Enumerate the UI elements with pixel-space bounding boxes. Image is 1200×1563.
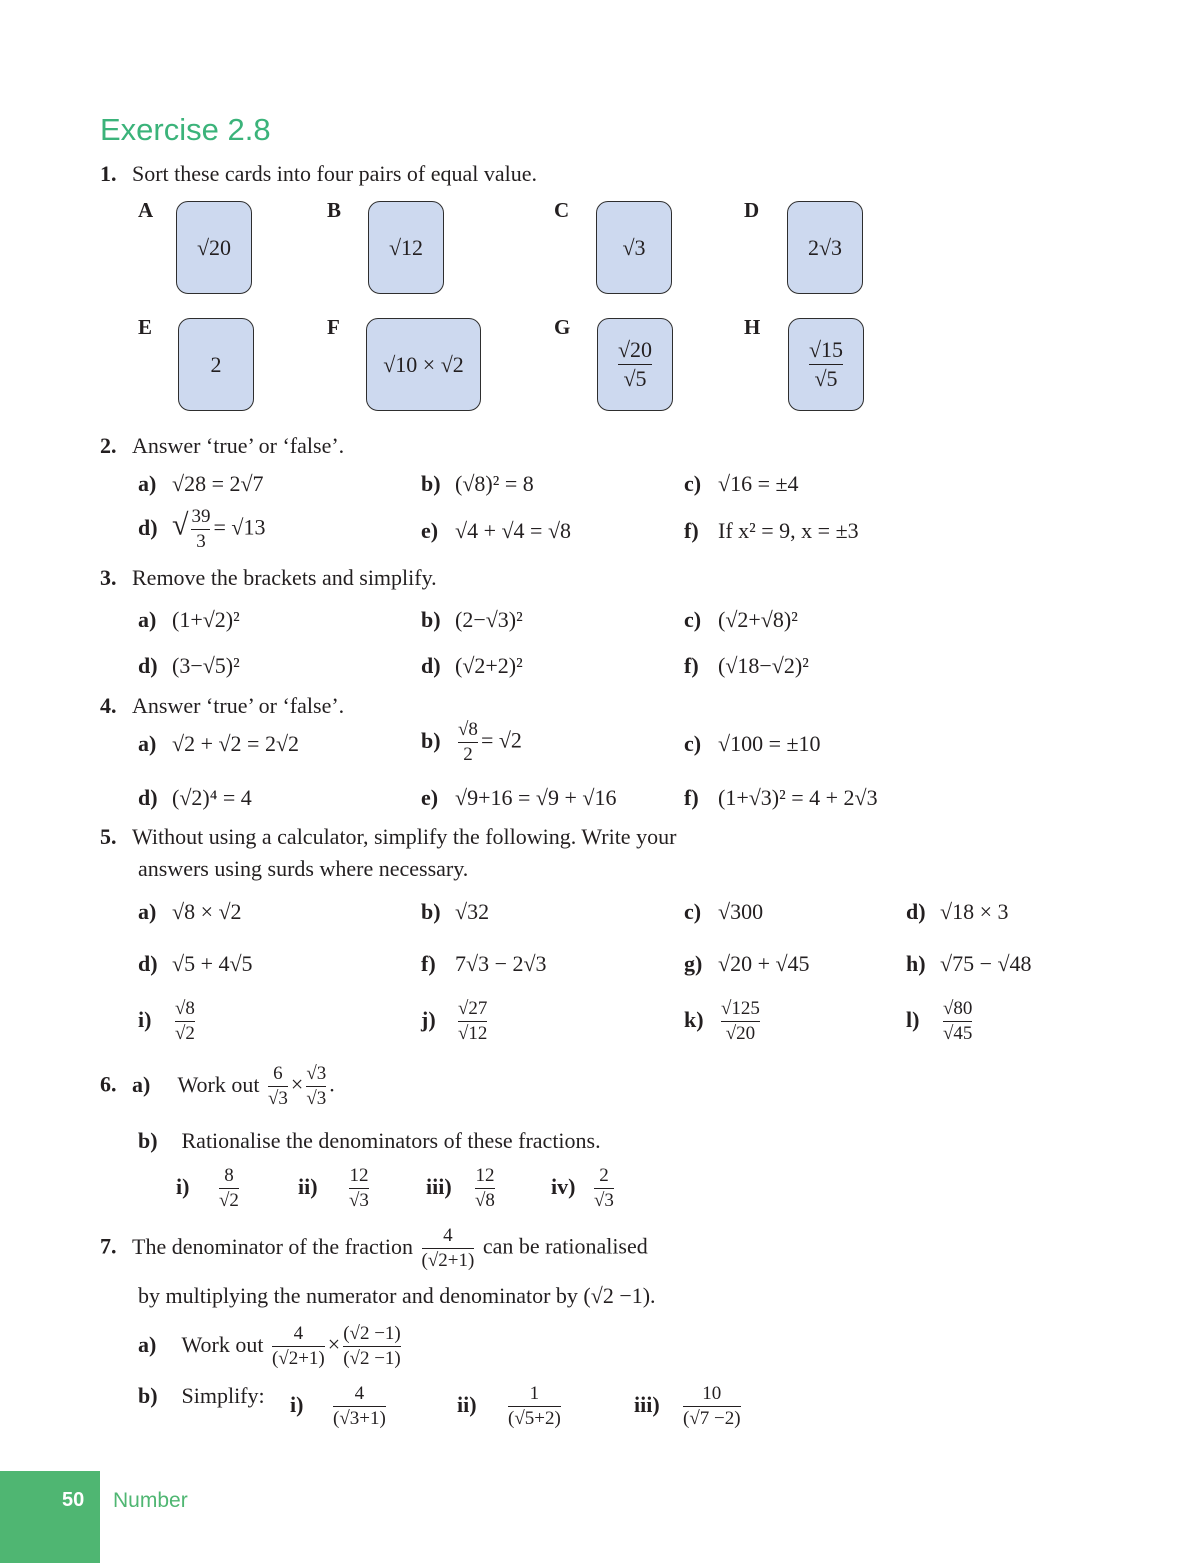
item-label: e) bbox=[421, 518, 439, 543]
card-value: 2 bbox=[210, 351, 222, 377]
item-label: iv) bbox=[551, 1173, 576, 1199]
card-value: √10 × √2 bbox=[383, 351, 464, 377]
item-expression: √20 + √45 bbox=[718, 951, 810, 976]
fraction bbox=[458, 997, 487, 1046]
item-label: d) bbox=[421, 653, 441, 678]
q4-item-b bbox=[421, 718, 522, 767]
times-sign: × bbox=[290, 1071, 304, 1097]
card-c bbox=[596, 201, 672, 294]
item-expression: (√2)⁴ = 4 bbox=[172, 785, 252, 810]
q5-item-c bbox=[684, 898, 763, 926]
card-value: 2√3 bbox=[807, 234, 843, 260]
item-label: b) bbox=[138, 1128, 158, 1153]
question-number: 4. bbox=[100, 693, 117, 718]
times-sign: × bbox=[327, 1331, 341, 1357]
card-h bbox=[788, 318, 864, 411]
fraction bbox=[458, 718, 478, 767]
card-letter: B bbox=[327, 198, 342, 222]
fraction bbox=[175, 997, 195, 1046]
denominator: √12 bbox=[458, 1023, 488, 1044]
question-text: Sort these cards into four pairs of equal value. bbox=[132, 161, 538, 186]
card-value: √20 bbox=[196, 234, 232, 260]
exercise-title: Exercise 2.8 bbox=[100, 112, 271, 147]
item-label: g) bbox=[684, 951, 703, 976]
q5-item-h bbox=[906, 950, 1032, 978]
q3-item-a bbox=[138, 606, 240, 634]
numerator: √8 bbox=[458, 719, 478, 740]
item-expression: (√18−√2)² bbox=[718, 653, 809, 678]
q4-item-d bbox=[138, 784, 252, 812]
item-label: c) bbox=[684, 471, 702, 496]
q3-item-c bbox=[684, 606, 798, 634]
q6b-item-iii bbox=[426, 1164, 498, 1213]
item-label: iii) bbox=[634, 1391, 660, 1417]
item-expression: √300 bbox=[718, 899, 764, 924]
denominator: (√2 −1) bbox=[343, 1348, 401, 1369]
numerator: √20 bbox=[617, 337, 653, 362]
item-expression: (√2+√8)² bbox=[718, 607, 798, 632]
card-value: √12 bbox=[388, 234, 424, 260]
item-label: iii) bbox=[426, 1173, 452, 1199]
denominator: √2 bbox=[175, 1023, 195, 1044]
q6b-item-ii bbox=[298, 1164, 372, 1213]
denominator: 3 bbox=[196, 531, 206, 552]
question-text-cont: answers using surds where necessary. bbox=[138, 856, 469, 881]
item-label: a) bbox=[132, 1071, 151, 1097]
item-label: a) bbox=[138, 607, 157, 632]
fraction bbox=[943, 997, 972, 1046]
item-label: a) bbox=[138, 731, 157, 756]
item-label: j) bbox=[421, 1006, 436, 1032]
q5-item-e bbox=[138, 950, 253, 978]
card-letter: C bbox=[554, 198, 570, 222]
card-fraction bbox=[618, 337, 652, 392]
question-number: 7. bbox=[100, 1233, 117, 1259]
fraction bbox=[219, 1164, 239, 1213]
denominator: (√2+1) bbox=[421, 1250, 475, 1271]
q4-item-f bbox=[684, 784, 878, 812]
denominator: √3 bbox=[306, 1088, 327, 1109]
denominator: √45 bbox=[943, 1023, 973, 1044]
question-4 bbox=[100, 692, 344, 720]
item-expression: √8 × √2 bbox=[172, 899, 242, 924]
fraction bbox=[422, 1224, 475, 1273]
fraction bbox=[349, 1164, 369, 1213]
item-expression: √4 + √4 = √8 bbox=[455, 518, 572, 543]
card-letter: D bbox=[744, 198, 760, 222]
numerator: 12 bbox=[349, 1165, 369, 1186]
item-expression: √100 = ±10 bbox=[718, 731, 821, 756]
item-expression: √28 = 2√7 bbox=[172, 471, 264, 496]
card-f bbox=[366, 318, 481, 411]
period: . bbox=[329, 1071, 335, 1097]
fraction bbox=[272, 1322, 325, 1371]
item-expression: (√8)² = 8 bbox=[455, 471, 534, 496]
item-expression: (2−√3)² bbox=[455, 607, 523, 632]
numerator: 6 bbox=[273, 1063, 283, 1084]
denominator: √5 bbox=[814, 366, 838, 391]
page-number: 50 bbox=[62, 1489, 85, 1511]
card-letter: H bbox=[744, 315, 761, 339]
question-3 bbox=[100, 564, 437, 592]
fraction bbox=[343, 1322, 401, 1371]
item-label: i) bbox=[290, 1391, 304, 1417]
item-expression: √5 + 4√5 bbox=[172, 951, 253, 976]
item-label: d) bbox=[906, 899, 926, 924]
card-b bbox=[368, 201, 444, 294]
denominator: √3 bbox=[594, 1190, 614, 1211]
denominator: √3 bbox=[349, 1190, 369, 1211]
numerator: 4 bbox=[354, 1383, 365, 1404]
item-expression: = √13 bbox=[213, 514, 266, 540]
item-label: a) bbox=[138, 899, 157, 924]
item-expression: √2 + √2 = 2√2 bbox=[172, 731, 300, 756]
q2-item-f bbox=[684, 517, 859, 545]
numerator: √80 bbox=[943, 998, 973, 1019]
item-text: Simplify: bbox=[181, 1383, 265, 1408]
question-text-cont: by multiplying the numerator and denominator by (√2 −1). bbox=[138, 1283, 656, 1308]
item-label: d) bbox=[138, 514, 158, 540]
item-expression: √75 − √48 bbox=[940, 951, 1032, 976]
item-label: b) bbox=[138, 1383, 158, 1408]
numerator: √15 bbox=[808, 337, 844, 362]
item-expression: √9+16 = √9 + √16 bbox=[455, 785, 617, 810]
question-text: Answer ‘true’ or ‘false’. bbox=[132, 693, 345, 718]
item-label: b) bbox=[421, 471, 441, 496]
denominator: √5 bbox=[623, 366, 647, 391]
question-5 bbox=[100, 823, 676, 851]
item-label: a) bbox=[138, 1331, 157, 1357]
denominator: 2 bbox=[463, 744, 473, 765]
fraction bbox=[475, 1164, 495, 1213]
q5-item-j bbox=[421, 997, 490, 1046]
item-label: i) bbox=[176, 1173, 190, 1199]
q2-item-b bbox=[421, 470, 534, 498]
numerator: 1 bbox=[529, 1383, 540, 1404]
item-label: b) bbox=[421, 607, 441, 632]
item-label: b) bbox=[421, 899, 441, 924]
item-expression: If x² = 9, x = ±3 bbox=[718, 518, 859, 543]
card-value: √3 bbox=[622, 234, 646, 260]
question-text: The denominator of the fraction bbox=[132, 1233, 414, 1259]
item-expression: √16 = ±4 bbox=[718, 471, 799, 496]
q5-item-l bbox=[906, 997, 975, 1046]
card-letter: A bbox=[138, 198, 154, 222]
q3-item-d bbox=[138, 652, 240, 680]
q7b-item-ii bbox=[457, 1382, 564, 1431]
question-7 bbox=[100, 1224, 648, 1273]
item-label: h) bbox=[906, 951, 926, 976]
item-label: a) bbox=[138, 471, 157, 496]
item-expression: (1+√3)² = 4 + 2√3 bbox=[718, 785, 878, 810]
numerator: 4 bbox=[293, 1323, 304, 1344]
fraction bbox=[508, 1382, 561, 1431]
q4-item-a bbox=[138, 730, 299, 758]
q5-item-b bbox=[421, 898, 489, 926]
item-label: ii) bbox=[457, 1391, 477, 1417]
question-text: Answer ‘true’ or ‘false’. bbox=[132, 433, 345, 458]
item-label: f) bbox=[684, 785, 699, 810]
numerator: 39 bbox=[191, 506, 211, 527]
fraction bbox=[268, 1062, 288, 1111]
q5-item-f bbox=[421, 950, 547, 978]
question-text: can be rationalised bbox=[482, 1233, 648, 1259]
denominator: √8 bbox=[475, 1190, 495, 1211]
item-label: c) bbox=[684, 607, 702, 632]
item-expression: (1+√2)² bbox=[172, 607, 240, 632]
numerator: √8 bbox=[175, 998, 195, 1019]
q4-item-c bbox=[684, 730, 821, 758]
card-d bbox=[787, 201, 863, 294]
question-6b bbox=[138, 1127, 601, 1155]
card-e bbox=[178, 318, 254, 411]
q7b-item-i bbox=[290, 1382, 389, 1431]
question-text: Without using a calculator, simplify the following. Write your bbox=[132, 824, 677, 849]
denominator: (√3+1) bbox=[333, 1408, 386, 1429]
item-label: c) bbox=[684, 731, 702, 756]
item-label: l) bbox=[906, 1006, 920, 1032]
numerator: 2 bbox=[599, 1165, 609, 1186]
q5-item-a bbox=[138, 898, 242, 926]
question-number: 6. bbox=[100, 1071, 117, 1097]
question-6a bbox=[100, 1062, 335, 1111]
question-number: 2. bbox=[100, 433, 117, 458]
q5-item-d bbox=[906, 898, 1008, 926]
denominator: (√2+1) bbox=[271, 1348, 325, 1369]
item-label: f) bbox=[684, 653, 699, 678]
denominator: √2 bbox=[219, 1190, 239, 1211]
item-label: e) bbox=[421, 785, 439, 810]
item-expression: = √2 bbox=[480, 727, 522, 753]
item-label: ii) bbox=[298, 1173, 318, 1199]
fraction bbox=[191, 505, 210, 554]
q6b-item-iv bbox=[551, 1164, 617, 1213]
denominator: (√7 −2) bbox=[683, 1408, 741, 1429]
numerator: 10 bbox=[702, 1383, 722, 1404]
q5-item-i bbox=[138, 997, 198, 1046]
fraction bbox=[594, 1164, 614, 1213]
item-label: c) bbox=[684, 899, 702, 924]
item-text: Rationalise the denominators of these fractions. bbox=[181, 1128, 601, 1153]
card-g bbox=[597, 318, 673, 411]
numerator: (√2 −1) bbox=[343, 1323, 401, 1344]
question-1 bbox=[100, 160, 537, 188]
q7b-item-iii bbox=[634, 1382, 744, 1431]
q3-item-e bbox=[421, 652, 523, 680]
item-label: i) bbox=[138, 1006, 152, 1032]
item-text: Work out bbox=[181, 1331, 264, 1357]
item-expression: √32 bbox=[455, 899, 490, 924]
question-7a bbox=[138, 1322, 404, 1371]
item-label: k) bbox=[684, 1006, 704, 1032]
q6b-item-i bbox=[176, 1164, 242, 1213]
item-expression: (3−√5)² bbox=[172, 653, 240, 678]
question-2 bbox=[100, 432, 344, 460]
numerator: √3 bbox=[306, 1063, 327, 1084]
item-label: d) bbox=[138, 653, 158, 678]
denominator: √20 bbox=[725, 1023, 756, 1044]
denominator: √3 bbox=[267, 1088, 288, 1109]
q5-item-g bbox=[684, 950, 810, 978]
card-letter: F bbox=[327, 315, 340, 339]
item-label: f) bbox=[421, 951, 436, 976]
q5-item-k bbox=[684, 997, 763, 1046]
numerator: 12 bbox=[475, 1165, 495, 1186]
question-number: 1. bbox=[100, 161, 117, 186]
numerator: √125 bbox=[721, 998, 760, 1019]
numerator: √27 bbox=[458, 998, 488, 1019]
root-sign: √ bbox=[172, 508, 189, 542]
numerator: 8 bbox=[224, 1165, 234, 1186]
card-fraction bbox=[809, 337, 843, 392]
denominator: (√5+2) bbox=[508, 1408, 561, 1429]
question-7b bbox=[138, 1382, 265, 1410]
card-a bbox=[176, 201, 252, 294]
q3-item-f bbox=[684, 652, 809, 680]
item-expression: 7√3 − 2√3 bbox=[455, 951, 547, 976]
q2-item-e bbox=[421, 517, 571, 545]
question-number: 3. bbox=[100, 565, 117, 590]
card-letter: E bbox=[138, 315, 153, 339]
item-label: b) bbox=[421, 727, 441, 753]
q4-item-e bbox=[421, 784, 616, 812]
q2-item-a bbox=[138, 470, 264, 498]
section-name: Number bbox=[113, 1489, 188, 1512]
item-label: d) bbox=[138, 951, 158, 976]
item-expression: (√2+2)² bbox=[455, 653, 523, 678]
item-label: d) bbox=[138, 785, 158, 810]
footer-band bbox=[0, 1471, 100, 1563]
item-label: f) bbox=[684, 518, 699, 543]
item-text: Work out bbox=[177, 1071, 260, 1097]
fraction bbox=[721, 997, 760, 1046]
fraction bbox=[306, 1062, 326, 1111]
q2-item-c bbox=[684, 470, 799, 498]
fraction bbox=[333, 1382, 386, 1431]
question-text: Remove the brackets and simplify. bbox=[132, 565, 437, 590]
q3-item-b bbox=[421, 606, 523, 634]
numerator: 4 bbox=[443, 1225, 453, 1246]
item-expression: √18 × 3 bbox=[940, 899, 1009, 924]
q2-item-d bbox=[138, 505, 265, 554]
question-number: 5. bbox=[100, 824, 117, 849]
card-letter: G bbox=[554, 315, 571, 339]
fraction bbox=[683, 1382, 741, 1431]
